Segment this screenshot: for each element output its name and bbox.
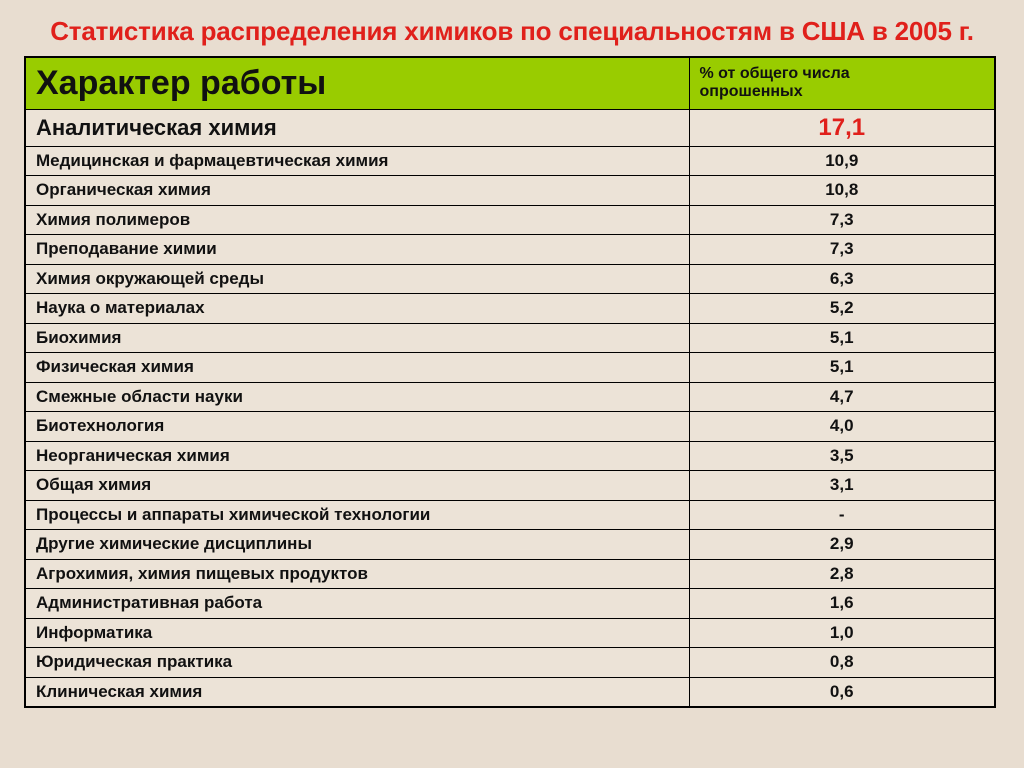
table-row bbox=[25, 441, 995, 471]
table-row bbox=[25, 109, 995, 146]
row-percent-value: - bbox=[689, 500, 995, 530]
row-percent-value: 5,2 bbox=[689, 294, 995, 324]
row-percent-value: 0,6 bbox=[689, 677, 995, 707]
table-row bbox=[25, 353, 995, 383]
row-percent-value: 4,7 bbox=[689, 382, 995, 412]
row-specialty-name: Юридическая практика bbox=[25, 648, 689, 678]
row-percent-value: 0,8 bbox=[689, 648, 995, 678]
row-specialty-name: Медицинская и фармацевтическая химия bbox=[25, 146, 689, 176]
row-specialty-name: Агрохимия, химия пищевых продуктов bbox=[25, 559, 689, 589]
slide-title: Статистика распределения химиков по специальностям в США в 2005 г. bbox=[50, 16, 974, 46]
row-specialty-name: Процессы и аппараты химической технологии bbox=[25, 500, 689, 530]
row-specialty-name: Органическая химия bbox=[25, 176, 689, 206]
row-specialty-name: Аналитическая химия bbox=[25, 109, 689, 146]
row-specialty-name: Неорганическая химия bbox=[25, 441, 689, 471]
row-specialty-name: Физическая химия bbox=[25, 353, 689, 383]
table-row bbox=[25, 294, 995, 324]
row-percent-value: 1,0 bbox=[689, 618, 995, 648]
specialty-table bbox=[24, 56, 996, 708]
table-row bbox=[25, 677, 995, 707]
row-percent-value: 1,6 bbox=[689, 589, 995, 619]
header-percent bbox=[689, 57, 995, 109]
row-percent-value: 3,1 bbox=[689, 471, 995, 501]
row-specialty-name: Клиническая химия bbox=[25, 677, 689, 707]
row-percent-value: 5,1 bbox=[689, 353, 995, 383]
row-specialty-name: Биохимия bbox=[25, 323, 689, 353]
table-row bbox=[25, 589, 995, 619]
row-specialty-name: Химия окружающей среды bbox=[25, 264, 689, 294]
table-row bbox=[25, 146, 995, 176]
table-row bbox=[25, 559, 995, 589]
table-row bbox=[25, 412, 995, 442]
row-specialty-name: Преподавание химии bbox=[25, 235, 689, 265]
row-percent-value: 7,3 bbox=[689, 205, 995, 235]
row-specialty-name: Информатика bbox=[25, 618, 689, 648]
table-body bbox=[25, 109, 995, 707]
row-specialty-name: Наука о материалах bbox=[25, 294, 689, 324]
table-row bbox=[25, 264, 995, 294]
table-row bbox=[25, 471, 995, 501]
row-percent-value: 10,9 bbox=[689, 146, 995, 176]
row-percent-value: 10,8 bbox=[689, 176, 995, 206]
row-percent-value: 4,0 bbox=[689, 412, 995, 442]
row-percent-value: 2,8 bbox=[689, 559, 995, 589]
header-work-type-label: Характер работы bbox=[36, 63, 327, 102]
table-row bbox=[25, 648, 995, 678]
row-specialty-name: Общая химия bbox=[25, 471, 689, 501]
row-specialty-name: Другие химические дисциплины bbox=[25, 530, 689, 560]
row-percent-value: 2,9 bbox=[689, 530, 995, 560]
row-specialty-name: Биотехнология bbox=[25, 412, 689, 442]
row-specialty-name: Химия полимеров bbox=[25, 205, 689, 235]
row-percent-value: 3,5 bbox=[689, 441, 995, 471]
row-specialty-name: Административная работа bbox=[25, 589, 689, 619]
table-row bbox=[25, 618, 995, 648]
header-work-type bbox=[25, 57, 689, 109]
table-row bbox=[25, 530, 995, 560]
row-percent-value: 7,3 bbox=[689, 235, 995, 265]
header-percent-label: % от общего числа опрошенных bbox=[699, 65, 850, 101]
table-row bbox=[25, 323, 995, 353]
table-row bbox=[25, 176, 995, 206]
row-percent-value: 5,1 bbox=[689, 323, 995, 353]
table-header-row bbox=[25, 57, 995, 109]
row-percent-value: 6,3 bbox=[689, 264, 995, 294]
table-row bbox=[25, 500, 995, 530]
table-row bbox=[25, 382, 995, 412]
table-row bbox=[25, 205, 995, 235]
table-row bbox=[25, 235, 995, 265]
row-specialty-name: Смежные области науки bbox=[25, 382, 689, 412]
row-percent-value: 17,1 bbox=[689, 109, 995, 146]
